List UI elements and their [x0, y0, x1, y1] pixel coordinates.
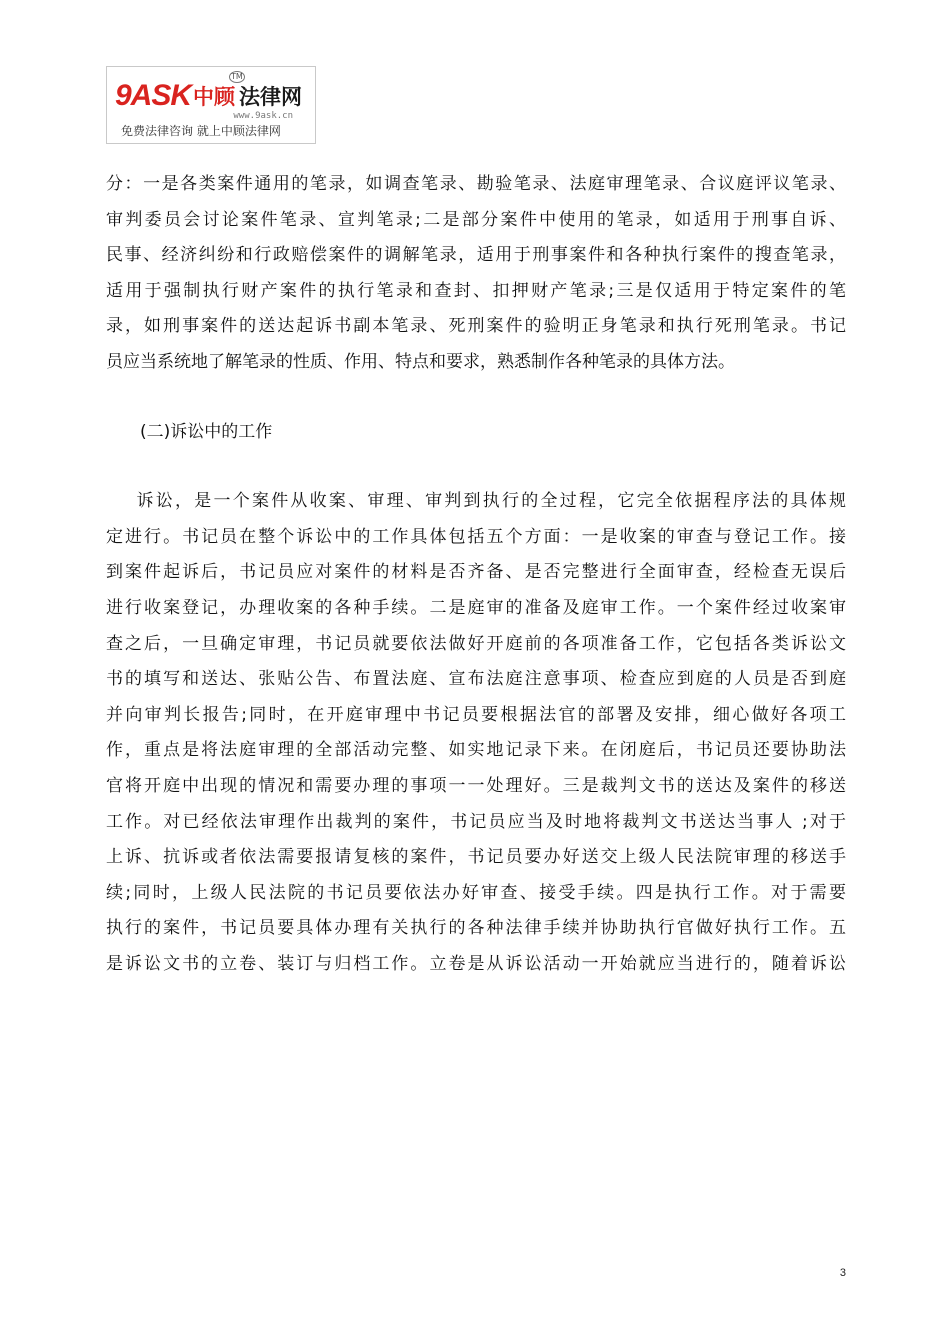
logo-slogan: 免费法律咨询 就上中顾法律网	[121, 124, 281, 138]
text-line: 分：一是各类案件通用的笔录，如调查笔录、勘验笔录、法庭审理笔录、合议庭评议笔录、	[106, 174, 846, 194]
text-line: 员应当系统地了解笔录的性质、作用、特点和要求，熟悉制作各种笔录的具体方法。	[106, 351, 735, 372]
text-line: 进行收案登记，办理收案的各种手续。二是庭审的准备及庭审工作。一个案件经过收案审	[106, 597, 846, 618]
text-line: 官将开庭中出现的情况和需要办理的事项一一处理好。三是裁判文书的送达及案件的移送	[106, 775, 846, 796]
text-line: 工作。对已经依法审理作出裁判的案件，书记员应当及时地将裁判文书送达当事人 ;对于	[106, 811, 846, 832]
text-line: 上诉、抗诉或者依法需要报请复核的案件，书记员要办好送交上级人民法院审理的移送手	[106, 847, 846, 868]
text-line: 书的填写和送达、张贴公告、布置法庭、宣布法庭注意事项、检查应到庭的人员是否到庭	[106, 669, 846, 690]
logo-brand-red: 中顾	[193, 85, 236, 109]
text-line: 续;同时，上级人民法院的书记员要依法办好审查、接受手续。四是执行工作。对于需要	[106, 882, 846, 903]
paragraph-litigation	[106, 484, 846, 982]
section-heading: (二)诉讼中的工作	[140, 421, 273, 442]
text-line: 是诉讼文书的立卷、装订与归档工作。立卷是从诉讼活动一开始就应当进行的，随着诉讼	[106, 953, 846, 974]
text-line: 审判委员会讨论案件笔录、宣判笔录;二是部分案件中使用的笔录，如适用于刑事自诉、	[106, 209, 846, 230]
text-line: 录，如刑事案件的送达起诉书副本笔录、死刑案件的验明正身笔录和执行死刑笔录。书记	[106, 316, 846, 337]
logo-url: www.9ask.cn	[233, 111, 293, 121]
page-number: 3	[839, 1267, 846, 1279]
document-body	[106, 167, 846, 982]
text-line: 作，重点是将法庭审理的全部活动完整、如实地记录下来。在闭庭后，书记员还要协助法	[106, 740, 846, 761]
trademark-symbol: TM	[231, 72, 243, 81]
text-line: 并向审判长报告;同时，在开庭审理中书记员要根据法官的部署及安排，细心做好各项工	[106, 704, 846, 725]
logo-mark: 9ASK	[115, 79, 192, 112]
text-line: 民事、经济纠纷和行政赔偿案件的调解笔录，适用于刑事案件和各种执行案件的搜查笔录，	[106, 245, 846, 266]
logo-wordmark	[115, 77, 302, 113]
text-line: 执行的案件，书记员要具体办理有关执行的各种法律手续并协助执行官做好执行工作。五	[106, 918, 846, 939]
text-line: 定进行。书记员在整个诉讼中的工作具体包括五个方面：一是收案的审查与登记工作。接	[106, 526, 846, 547]
logo-brand-black: 法律网	[239, 85, 303, 109]
text-line: 到案件起诉后，书记员应对案件的材料是否齐备、是否完整进行全面审查，经检查无误后	[106, 562, 846, 583]
text-line: 适用于强制执行财产案件的执行笔录和查封、扣押财产笔录;三是仅适用于特定案件的笔	[106, 280, 846, 301]
paragraph-records	[106, 167, 846, 381]
text-line: 查之后，一旦确定审理，书记员就要依法做好开庭前的各项准备工作，它包括各类诉讼文	[106, 633, 846, 654]
site-logo	[106, 66, 316, 144]
text-line: 诉讼，是一个案件从收案、审理、审判到执行的全过程，它完全依据程序法的具体规	[106, 491, 846, 512]
